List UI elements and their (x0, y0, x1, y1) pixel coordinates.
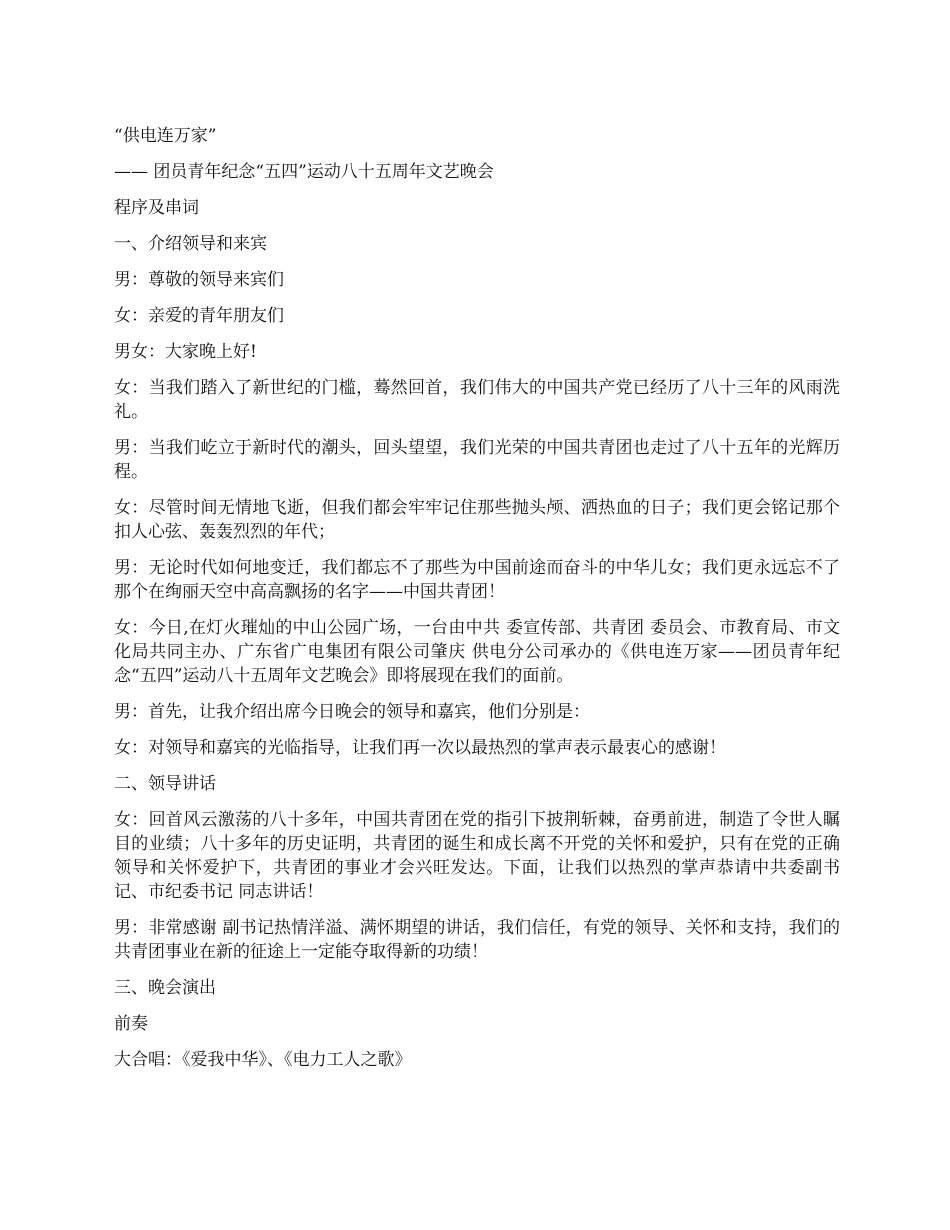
script-line: 男：无论时代如何地变迁，我们都忘不了那些为中国前途而奋斗的中华儿女；我们更永远忘不了那个在绚丽天空中高高飘扬的名字——中国共青团！ (114, 558, 840, 602)
script-line: 女：亲爱的青年朋友们 (114, 306, 284, 326)
document-subtitle: —— 团员青年纪念“五四”运动八十五周年文艺晚会 (114, 162, 494, 182)
script-line: 女：当我们踏入了新世纪的门槛，蓦然回首，我们伟大的中国共产党已经历了八十三年的风雨洗礼。 (114, 378, 840, 422)
document-body (114, 124, 840, 1084)
script-line: 女：回首风云激荡的八十多年，中国共青团在党的指引下披荆斩棘，奋勇前进，制造了令世人瞩目的业绩；八十多年的历史证明，共青团的诞生和成长离不开党的关怀和爱护，只有在党的正确领导和关怀爱护下，共青团的事业才会兴旺发达。下面，让我们以热烈的掌声恭请中共委副书记、市纪委书记 同志讲话！ (114, 810, 840, 902)
script-line: 男：尊敬的领导来宾们 (114, 270, 284, 290)
section-heading-1: 一、介绍领导和来宾 (114, 234, 267, 254)
document-title: “供电连万家” (114, 126, 217, 146)
script-line: 男：首先，让我介绍出席今日晚会的领导和嘉宾，他们分别是： (114, 702, 590, 722)
section-heading-program: 程序及串词 (114, 198, 199, 218)
script-line: 女：今日,在灯火璀灿的中山公园广场，一台由中共 委宣传部、共青团 委员会、市教育局、市文化局共同主办、广东省广电集团有限公司肇庆 供电分公司承办的《供电连万家——团员青年纪念“五四”运动八十五周年文艺晚会》即将展现在我们的面前。 (114, 618, 840, 686)
script-line: 女：尽管时间无情地飞逝，但我们都会牢牢记住那些抛头颅、洒热血的日子；我们更会铭记那个扣人心弦、轰轰烈烈的年代； (114, 498, 840, 542)
script-line: 男：非常感谢 副书记热情洋溢、满怀期望的讲话，我们信任，有党的领导、关怀和支持，我们的共青团事业在新的征途上一定能夺取得新的功绩！ (114, 918, 840, 962)
script-line: 男女：大家晚上好! (114, 342, 257, 362)
program-item: 大合唱：《爱我中华》、《电力工人之歌》 (114, 1050, 412, 1070)
section-heading-3: 三、晚会演出 (114, 978, 216, 998)
script-line: 女：对领导和嘉宾的光临指导，让我们再一次以最热烈的掌声表示最衷心的感谢！ (114, 738, 726, 758)
section-heading-2: 二、领导讲话 (114, 774, 216, 794)
script-line: 男：当我们屹立于新时代的潮头，回头望望，我们光荣的中国共青团也走过了八十五年的光辉历程。 (114, 438, 840, 482)
program-item: 前奏 (114, 1014, 148, 1034)
